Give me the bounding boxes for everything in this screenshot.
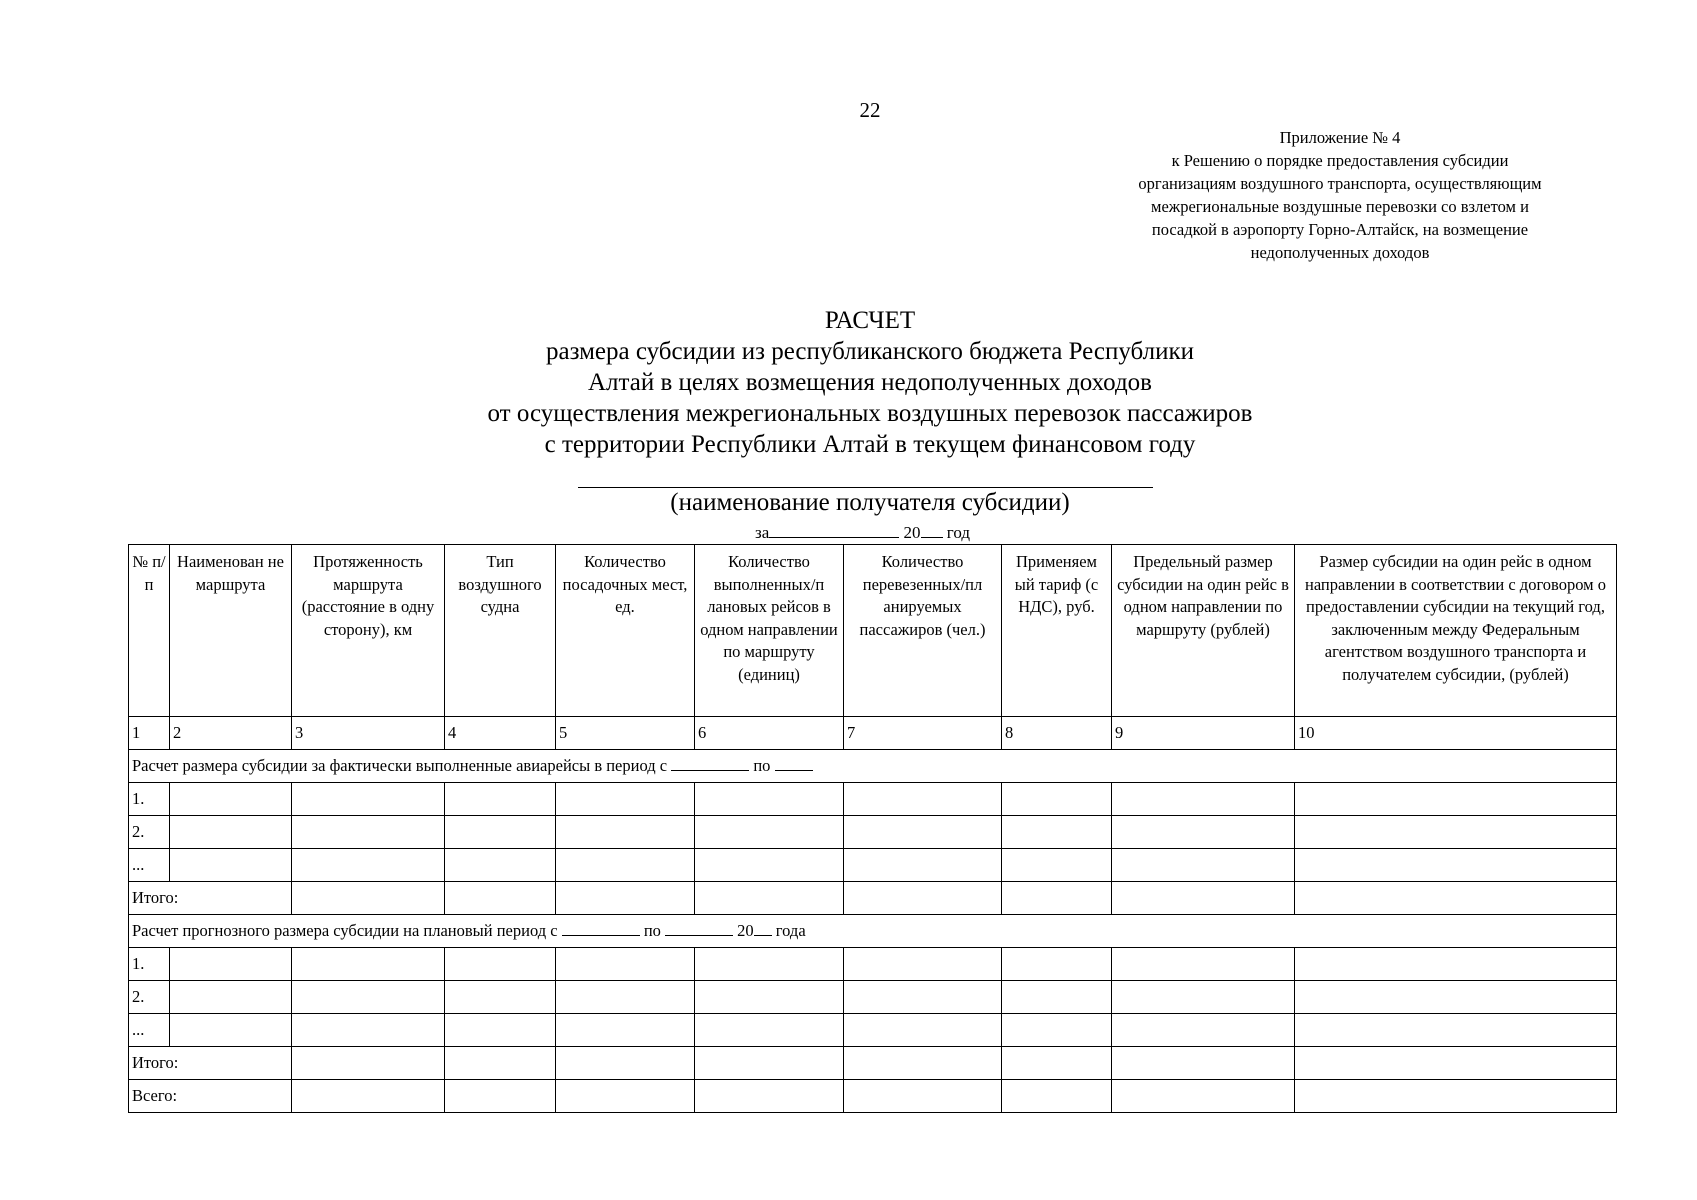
table-cell[interactable] bbox=[556, 783, 695, 816]
calculation-table bbox=[128, 544, 1617, 1113]
table-cell[interactable] bbox=[844, 1080, 1002, 1113]
total-row bbox=[129, 882, 1617, 915]
table-row bbox=[129, 783, 1617, 816]
table-cell[interactable] bbox=[170, 981, 292, 1014]
table-cell[interactable] bbox=[695, 816, 844, 849]
section-to: по bbox=[753, 756, 771, 775]
table-cell[interactable] bbox=[1002, 882, 1112, 915]
total-row bbox=[129, 1047, 1617, 1080]
header-cell: Количество перевезенных/пл анируемых пассажиров (чел.) bbox=[844, 545, 1002, 717]
title-line: с территории Республики Алтай в текущем финансовом году bbox=[544, 431, 1196, 458]
section-header-forecast bbox=[129, 915, 1617, 948]
header-cell: Предельный размер субсидии на один рейс в одном направлении по маршруту (рублей) bbox=[1112, 545, 1295, 717]
period-prefix: за bbox=[755, 523, 770, 542]
table-cell[interactable] bbox=[292, 816, 445, 849]
year-blank[interactable] bbox=[921, 523, 943, 538]
column-number: 5 bbox=[556, 717, 695, 750]
table-cell[interactable] bbox=[695, 882, 844, 915]
column-number: 9 bbox=[1112, 717, 1295, 750]
table-cell[interactable] bbox=[1002, 1080, 1112, 1113]
header-row bbox=[129, 545, 1617, 717]
table-cell[interactable] bbox=[445, 783, 556, 816]
table-cell[interactable] bbox=[170, 849, 292, 882]
table-cell[interactable] bbox=[556, 882, 695, 915]
year-blank[interactable] bbox=[754, 921, 772, 936]
table-cell[interactable] bbox=[844, 882, 1002, 915]
date-from-blank[interactable] bbox=[562, 921, 640, 936]
table-cell[interactable] bbox=[556, 981, 695, 1014]
table-cell[interactable] bbox=[844, 816, 1002, 849]
table-cell[interactable] bbox=[292, 981, 445, 1014]
table-cell[interactable] bbox=[695, 783, 844, 816]
column-number-row bbox=[129, 717, 1617, 750]
table-cell[interactable] bbox=[292, 1014, 445, 1047]
column-number: 8 bbox=[1002, 717, 1112, 750]
table-cell[interactable] bbox=[445, 948, 556, 981]
header-cell: Тип воздушного судна bbox=[445, 545, 556, 717]
table-cell[interactable] bbox=[1112, 1014, 1295, 1047]
header-cell: Применяем ый тариф (с НДС), руб. bbox=[1002, 545, 1112, 717]
table-cell[interactable] bbox=[1112, 849, 1295, 882]
table-cell[interactable] bbox=[1002, 849, 1112, 882]
column-number: 10 bbox=[1295, 717, 1617, 750]
page-number: 22 bbox=[859, 98, 881, 122]
grand-total-row bbox=[129, 1080, 1617, 1113]
table-cell[interactable] bbox=[1112, 1080, 1295, 1113]
table-cell[interactable] bbox=[445, 1080, 556, 1113]
table-cell[interactable] bbox=[695, 1080, 844, 1113]
total-label: Итого: bbox=[129, 1047, 292, 1080]
table-row bbox=[129, 948, 1617, 981]
table-cell[interactable] bbox=[170, 1014, 292, 1047]
section-label-cell bbox=[129, 915, 1617, 948]
row-number: 2. bbox=[129, 981, 170, 1014]
table-cell[interactable] bbox=[1112, 816, 1295, 849]
table-cell[interactable] bbox=[1295, 1014, 1617, 1047]
table-cell[interactable] bbox=[445, 981, 556, 1014]
header-cell: Количество посадочных мест, ед. bbox=[556, 545, 695, 717]
title-line: от осуществления межрегиональных воздушных перевозок пассажиров bbox=[487, 400, 1253, 427]
table-cell[interactable] bbox=[556, 948, 695, 981]
period-blank[interactable] bbox=[769, 523, 899, 538]
document-title bbox=[0, 305, 1697, 460]
period-year-suffix: год bbox=[946, 523, 970, 542]
grand-total-label: Всего: bbox=[129, 1080, 292, 1113]
table-cell[interactable] bbox=[844, 981, 1002, 1014]
table-cell[interactable] bbox=[445, 882, 556, 915]
table-cell[interactable] bbox=[445, 1047, 556, 1080]
table-cell[interactable] bbox=[1002, 981, 1112, 1014]
section-to: по bbox=[643, 921, 661, 940]
column-number: 4 bbox=[445, 717, 556, 750]
table-cell[interactable] bbox=[1112, 783, 1295, 816]
column-number: 2 bbox=[170, 717, 292, 750]
appendix-header bbox=[1080, 126, 1600, 264]
table-cell[interactable] bbox=[1295, 816, 1617, 849]
table-cell[interactable] bbox=[292, 882, 445, 915]
title-main: РАСЧЕТ bbox=[824, 307, 916, 334]
section-header-actual bbox=[129, 750, 1617, 783]
row-number: ... bbox=[129, 849, 170, 882]
table-cell[interactable] bbox=[1002, 1014, 1112, 1047]
column-number: 1 bbox=[129, 717, 170, 750]
table-cell[interactable] bbox=[292, 1047, 445, 1080]
table-cell[interactable] bbox=[695, 849, 844, 882]
table-cell[interactable] bbox=[1295, 783, 1617, 816]
title-line: Алтай в целях возмещения недополученных доходов bbox=[588, 369, 1152, 396]
table-cell[interactable] bbox=[556, 816, 695, 849]
column-number: 7 bbox=[844, 717, 1002, 750]
appendix-line: межрегиональные воздушные перевозки со взлетом и bbox=[1151, 197, 1529, 216]
total-label: Итого: bbox=[129, 882, 292, 915]
date-to-blank[interactable] bbox=[665, 921, 733, 936]
appendix-line: к Решению о порядке предоставления субсидии bbox=[1171, 151, 1509, 170]
appendix-line: организациям воздушного транспорта, осуществляющим bbox=[1138, 174, 1542, 193]
recipient-name-line[interactable] bbox=[578, 487, 1153, 488]
table-cell[interactable] bbox=[445, 849, 556, 882]
section-year-prefix: 20 bbox=[737, 921, 754, 940]
table-cell[interactable] bbox=[1295, 882, 1617, 915]
appendix-line: недополученных доходов bbox=[1250, 243, 1430, 262]
header-cell: Размер субсидии на один рейс в одном направлении в соответствии с договором о предоставлении субсидии на текущий год, заключенным между Федеральным агентством воздушного транспорта и получателем субсидии, (рублей) bbox=[1295, 545, 1617, 717]
table-cell[interactable] bbox=[1112, 882, 1295, 915]
recipient-caption: (наименование получателя субсидии) bbox=[670, 489, 1070, 516]
table-cell[interactable] bbox=[1002, 783, 1112, 816]
table-cell[interactable] bbox=[1112, 948, 1295, 981]
title-line: размера субсидии из республиканского бюджета Республики bbox=[545, 338, 1195, 365]
table-cell[interactable] bbox=[1112, 981, 1295, 1014]
appendix-title: Приложение № 4 bbox=[1279, 128, 1401, 147]
table-cell[interactable] bbox=[1112, 1047, 1295, 1080]
column-number: 6 bbox=[695, 717, 844, 750]
table-row bbox=[129, 816, 1617, 849]
table-cell[interactable] bbox=[844, 1014, 1002, 1047]
section-year-suffix: года bbox=[775, 921, 806, 940]
header-cell: Количество выполненных/п лановых рейсов в одном направлении по маршруту (единиц) bbox=[695, 545, 844, 717]
table-cell[interactable] bbox=[844, 783, 1002, 816]
table-cell[interactable] bbox=[695, 948, 844, 981]
table-row bbox=[129, 981, 1617, 1014]
row-number: 1. bbox=[129, 783, 170, 816]
table-cell[interactable] bbox=[1295, 981, 1617, 1014]
row-number: ... bbox=[129, 1014, 170, 1047]
table-cell[interactable] bbox=[844, 849, 1002, 882]
date-to-blank[interactable] bbox=[775, 756, 813, 771]
table-row bbox=[129, 1014, 1617, 1047]
period-line bbox=[755, 523, 970, 543]
table-cell[interactable] bbox=[556, 1014, 695, 1047]
table-cell[interactable] bbox=[292, 1080, 445, 1113]
table-cell[interactable] bbox=[1295, 1080, 1617, 1113]
table-cell[interactable] bbox=[844, 1047, 1002, 1080]
table-cell[interactable] bbox=[695, 1047, 844, 1080]
table-cell[interactable] bbox=[844, 948, 1002, 981]
section-label: Расчет размера субсидии за фактически выполненные авиарейсы в период с bbox=[132, 756, 668, 775]
column-number: 3 bbox=[292, 717, 445, 750]
row-number: 1. bbox=[129, 948, 170, 981]
header-cell: Протяженность маршрута (расстояние в одну сторону), км bbox=[292, 545, 445, 717]
header-cell: Наименован не маршрута bbox=[170, 545, 292, 717]
date-from-blank[interactable] bbox=[671, 756, 749, 771]
header-cell: № п/п bbox=[129, 545, 170, 717]
table-cell[interactable] bbox=[1002, 1047, 1112, 1080]
table-cell[interactable] bbox=[556, 1080, 695, 1113]
table-cell[interactable] bbox=[1002, 948, 1112, 981]
table-cell[interactable] bbox=[292, 849, 445, 882]
table-cell[interactable] bbox=[556, 1047, 695, 1080]
table-row bbox=[129, 849, 1617, 882]
table-cell[interactable] bbox=[695, 1014, 844, 1047]
table-cell[interactable] bbox=[695, 981, 844, 1014]
appendix-line: посадкой в аэропорту Горно-Алтайск, на возмещение bbox=[1151, 220, 1529, 239]
period-year-prefix: 20 bbox=[903, 523, 921, 542]
table-cell[interactable] bbox=[170, 816, 292, 849]
table-cell[interactable] bbox=[1295, 948, 1617, 981]
table-cell[interactable] bbox=[292, 783, 445, 816]
table-cell[interactable] bbox=[1295, 1047, 1617, 1080]
table-cell[interactable] bbox=[445, 1014, 556, 1047]
table-cell[interactable] bbox=[445, 816, 556, 849]
table-cell[interactable] bbox=[1002, 816, 1112, 849]
table-cell[interactable] bbox=[292, 948, 445, 981]
table-cell[interactable] bbox=[556, 849, 695, 882]
table-cell[interactable] bbox=[170, 783, 292, 816]
row-number: 2. bbox=[129, 816, 170, 849]
section-label: Расчет прогнозного размера субсидии на плановый период с bbox=[132, 921, 558, 940]
table-cell[interactable] bbox=[1295, 849, 1617, 882]
table-cell[interactable] bbox=[170, 948, 292, 981]
section-label-cell bbox=[129, 750, 1617, 783]
